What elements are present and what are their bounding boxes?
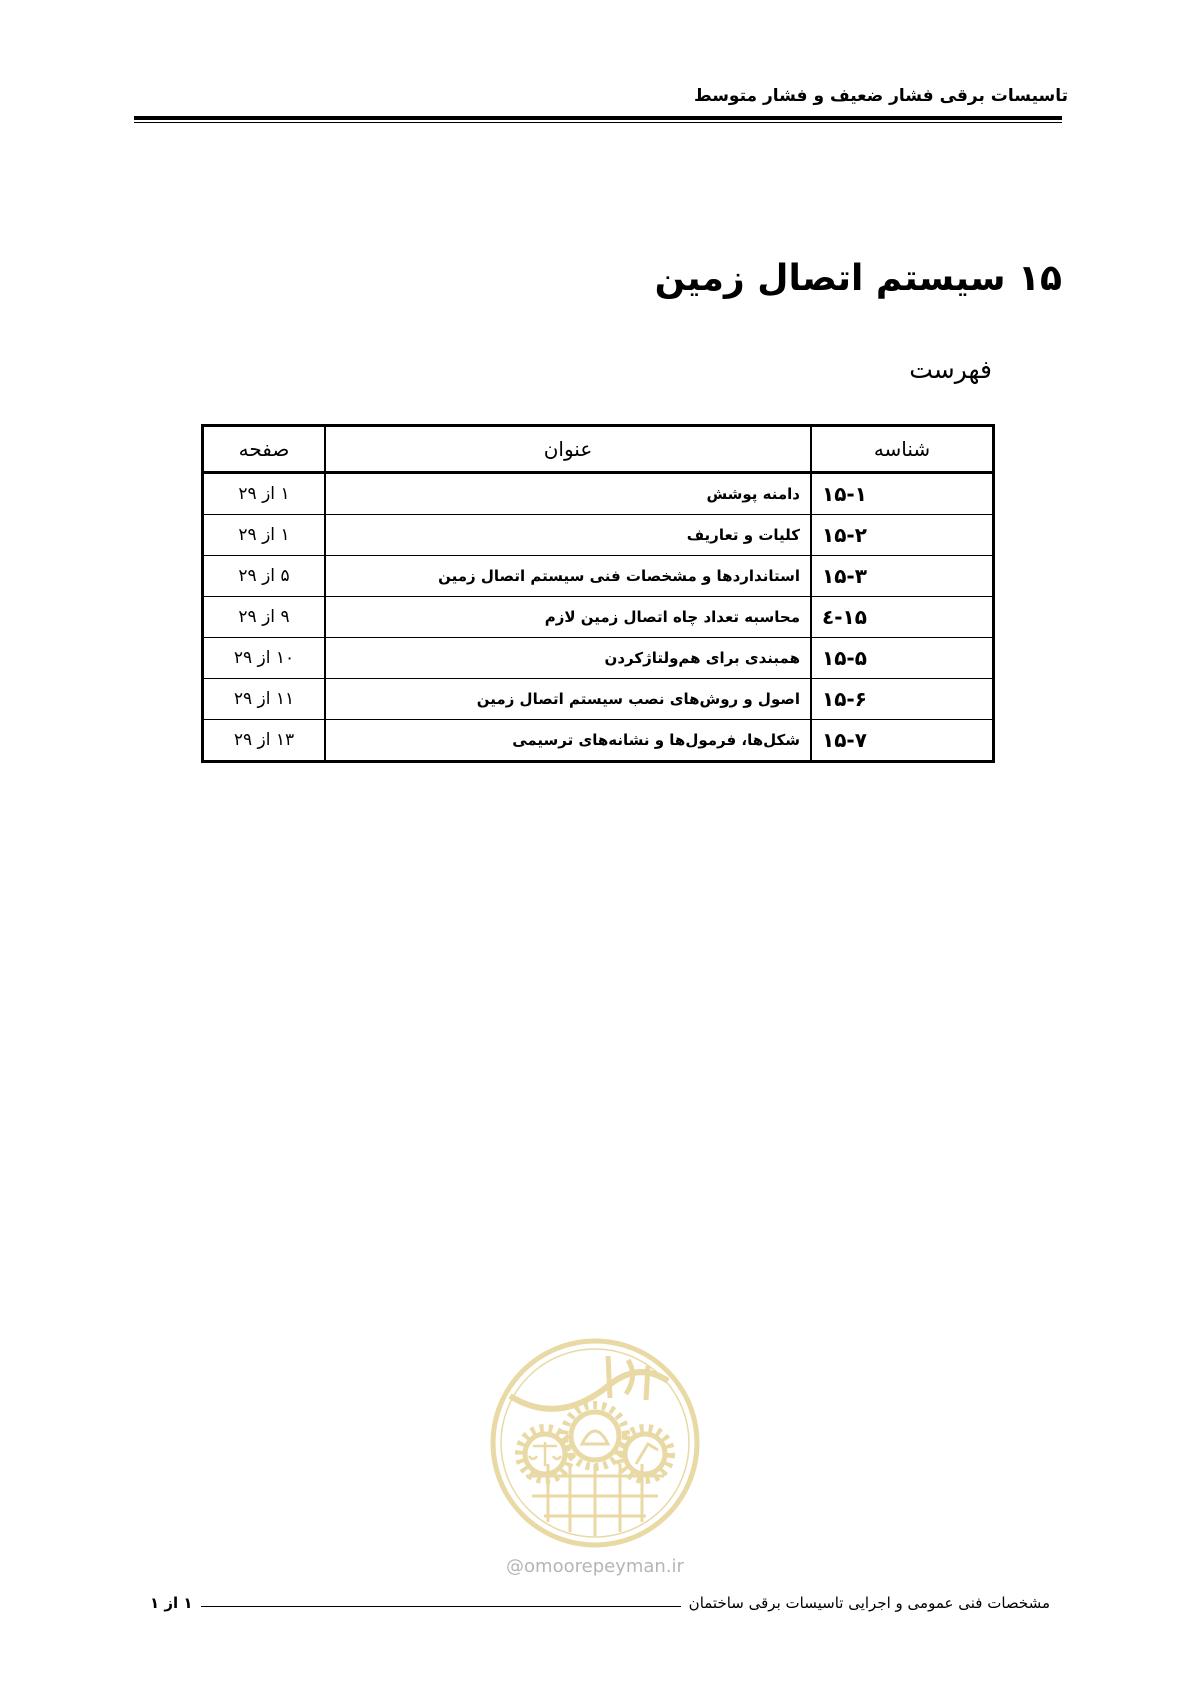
toc-row-id: ۱۵-٤: [811, 597, 994, 638]
footer-rule: [201, 1606, 681, 1607]
toc-row-page: ۵ از ۲۹: [203, 556, 326, 597]
page-footer: [150, 1588, 1050, 1612]
footer-title: مشخصات فنی عمومی و اجرایی تاسیسات برقی ساختمان: [688, 1594, 1050, 1612]
toc-row-id: ۱۵-۳: [811, 556, 994, 597]
toc-header-row: [203, 426, 994, 473]
toc-row[interactable]: [203, 515, 994, 556]
toc-row-title: استانداردها و مشخصات فنی سیستم اتصال زمین: [325, 556, 811, 597]
toc-row-page: ۱۱ از ۲۹: [203, 679, 326, 720]
chapter-title: ۱۵ سیستم اتصال زمین: [654, 258, 1062, 299]
toc-heading: فهرست: [909, 355, 992, 384]
watermark-url: @omoorepeyman.ir: [506, 1556, 684, 1577]
toc-row-id: ۱۵-۷: [811, 720, 994, 762]
toc-column-page: صفحه: [203, 426, 326, 473]
toc-row-page: ۹ از ۲۹: [203, 597, 326, 638]
toc-row[interactable]: [203, 597, 994, 638]
toc-row[interactable]: [203, 556, 994, 597]
running-header: تاسیسات برقی فشار ضعیف و فشار متوسط: [693, 86, 1068, 106]
toc-column-id: شناسه: [811, 426, 994, 473]
toc-row-id: ۱۵-۵: [811, 638, 994, 679]
header-rule: [134, 116, 1062, 120]
toc-column-title: عنوان: [325, 426, 811, 473]
toc-row-page: ۱ از ۲۹: [203, 473, 326, 515]
header-rule-thin: [134, 122, 1062, 123]
toc-row-title: کلیات و تعاریف: [325, 515, 811, 556]
toc-row-page: ۱۳ از ۲۹: [203, 720, 326, 762]
toc-row-title: همبندی برای هم‌ولتاژکردن: [325, 638, 811, 679]
toc-row-id: ۱۵-۲: [811, 515, 994, 556]
toc-row[interactable]: [203, 679, 994, 720]
toc-row-page: ۱ از ۲۹: [203, 515, 326, 556]
toc-row[interactable]: [203, 473, 994, 515]
toc-row[interactable]: [203, 720, 994, 762]
toc-row-title: اصول و روش‌های نصب سیستم اتصال زمین: [325, 679, 811, 720]
toc-row-id: ۱۵-۶: [811, 679, 994, 720]
toc-table: [201, 424, 995, 763]
toc-row-page: ۱۰ از ۲۹: [203, 638, 326, 679]
toc-row-title: دامنه پوشش: [325, 473, 811, 515]
toc-row-title: شکل‌ها، فرمول‌ها و نشانه‌های ترسیمی: [325, 720, 811, 762]
toc-row-title: محاسبه تعداد چاه اتصال زمین لازم: [325, 597, 811, 638]
toc-row-id: ۱۵-۱: [811, 473, 994, 515]
footer-page-number: ۱ از ۱: [150, 1594, 193, 1612]
watermark-logo: [488, 1336, 702, 1550]
toc-row[interactable]: [203, 638, 994, 679]
